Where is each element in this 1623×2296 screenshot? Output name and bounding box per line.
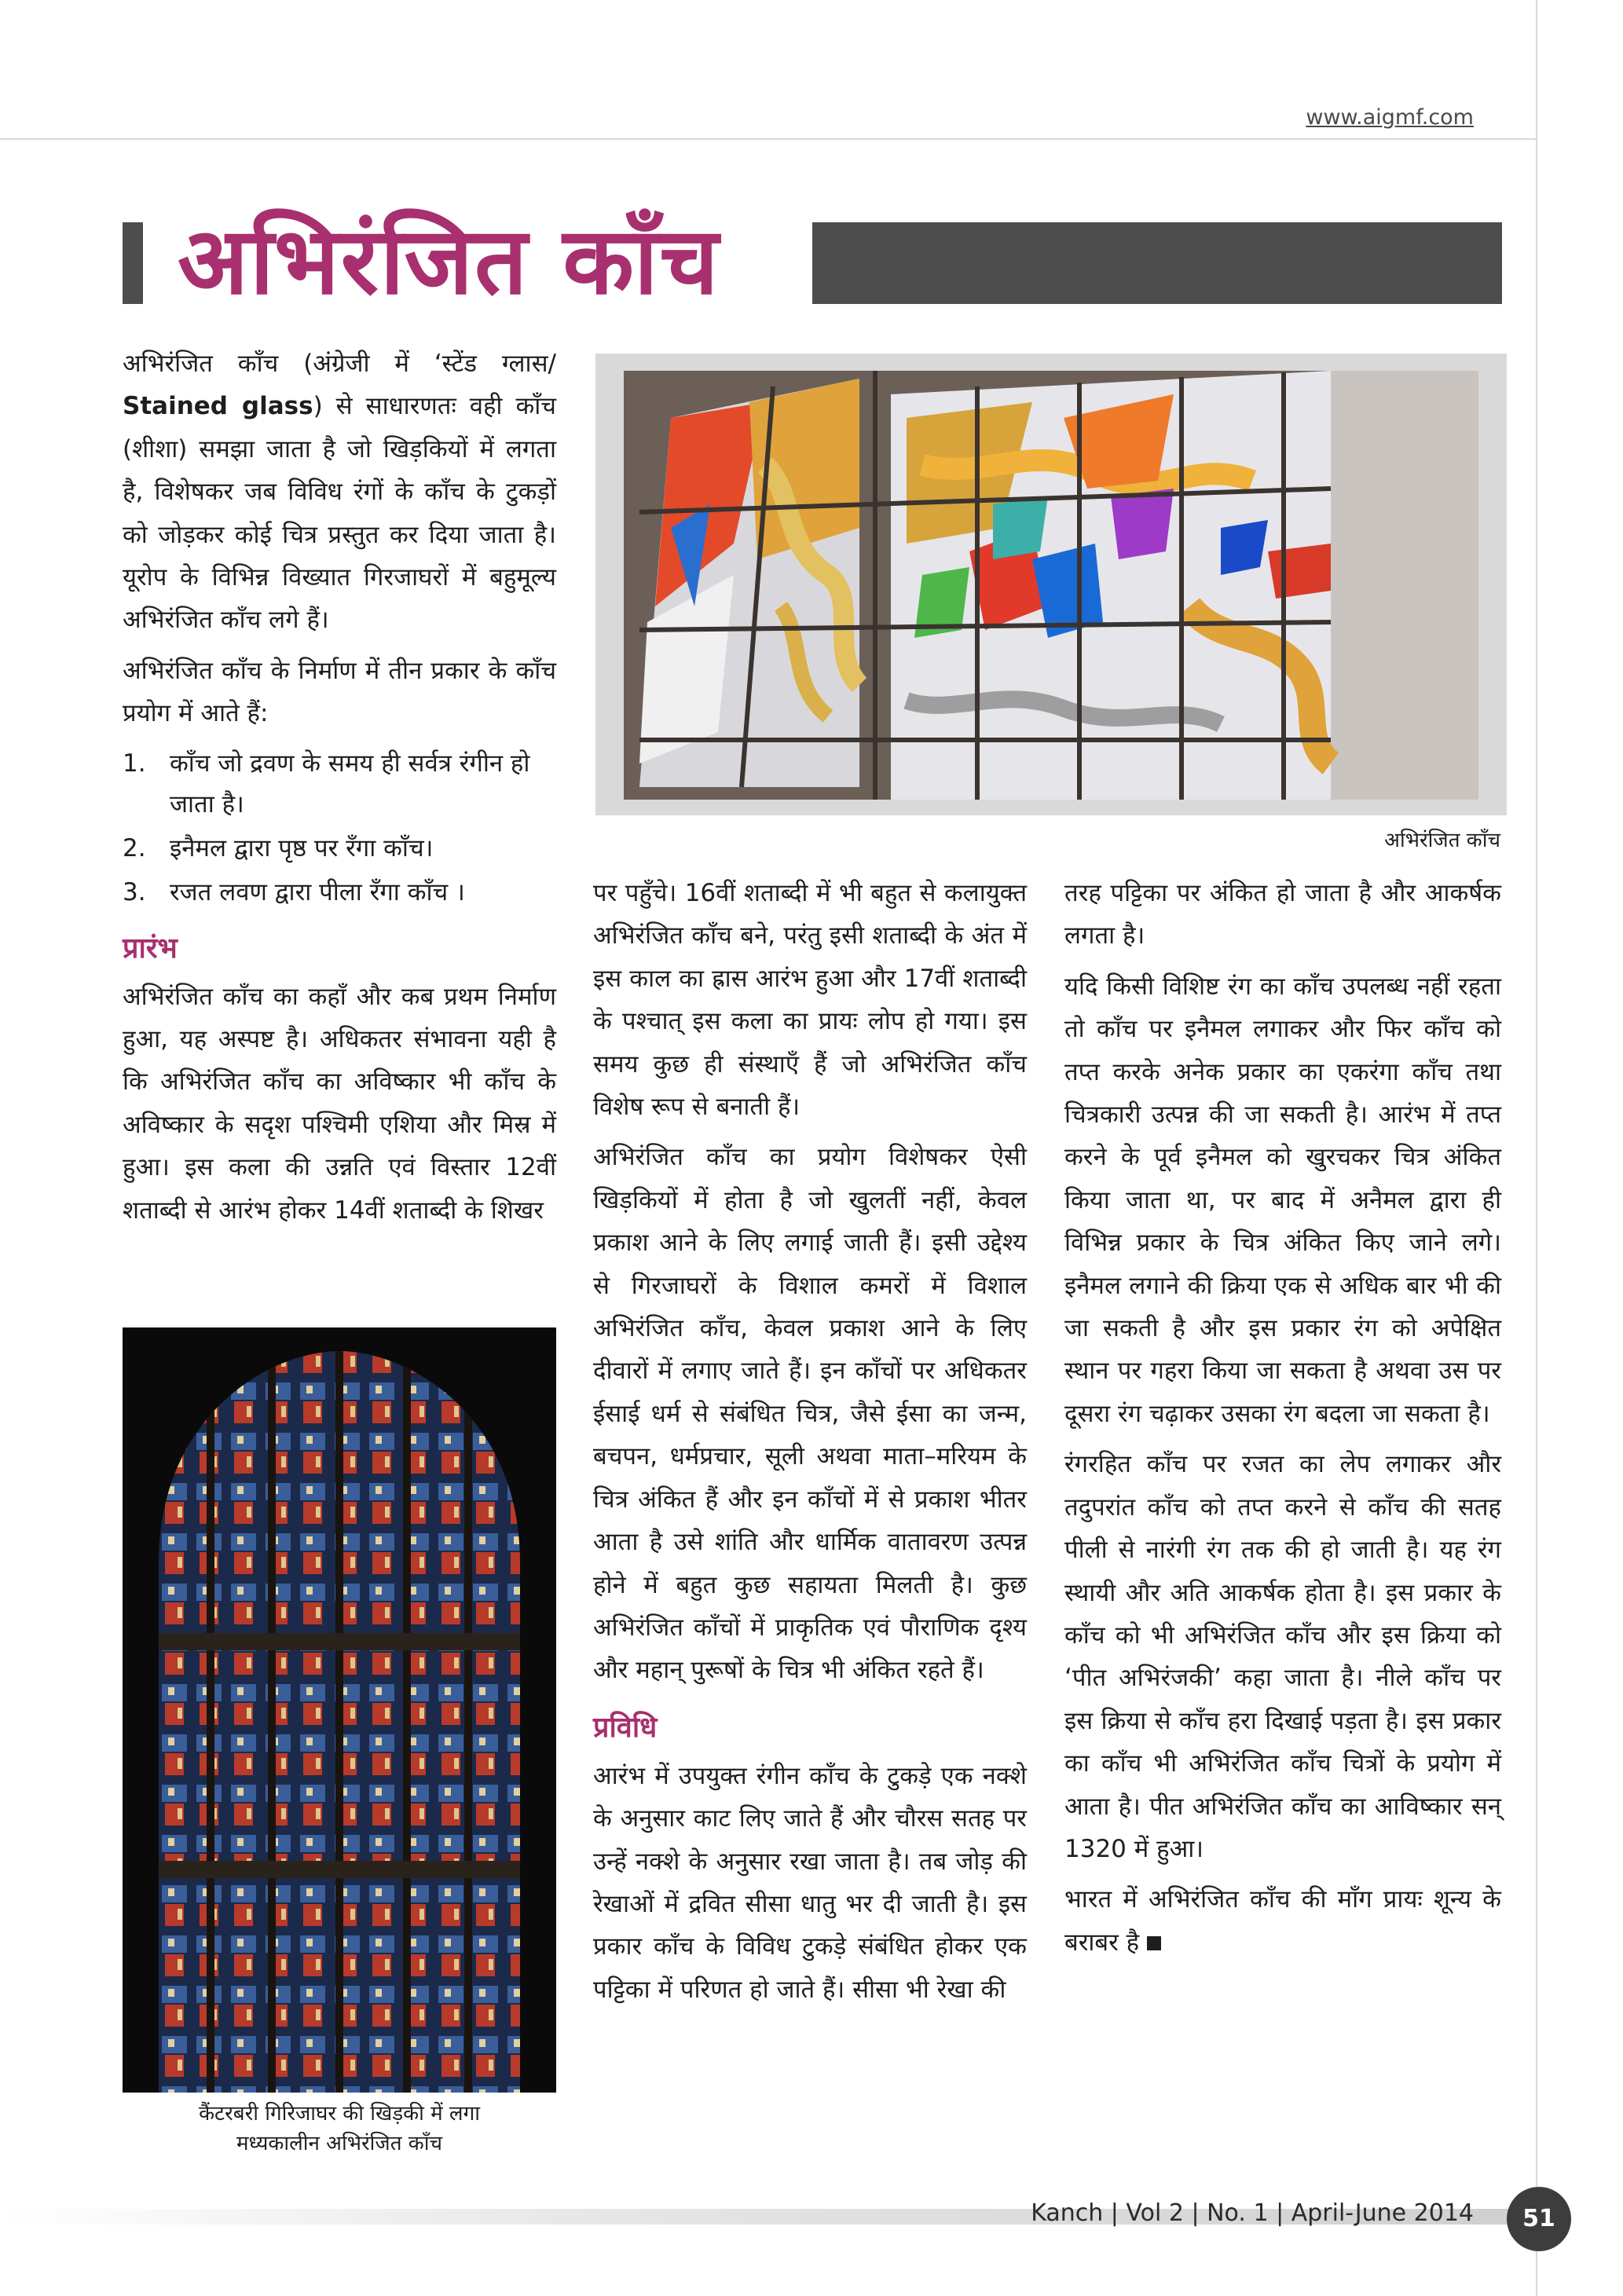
stained-glass-window-photo bbox=[624, 371, 1478, 800]
cathedral-window-illustration bbox=[123, 1327, 556, 2093]
india-paragraph bbox=[1064, 1878, 1501, 1964]
list-number: 3. bbox=[123, 877, 146, 906]
list-item bbox=[123, 872, 556, 913]
list-text: इनैमल द्वारा पृष्ठ पर रँगा काँच। bbox=[170, 833, 434, 862]
intro-text-a: अभिरंजित काँच (अंग्रेजी में ‘स्टेंड ग्लास/ bbox=[123, 350, 556, 378]
list-number: 1. bbox=[123, 749, 146, 778]
prarambh-paragraph-2: अभिरंजित काँच का प्रयोग विशेषकर ऐसी खिड़कियों में होता है जो खुलतीं नहीं, केवल प्रकाश आने के लिए लगाई जाती हैं। इसी उद्देश्य से गिरजाघरों के विशाल कमरों में विशाल अभिरंजित काँच, केवल प्रकाश आने के लिए दीवारों में लगाए जाते हैं। इन काँचों पर अधिकतर ईसाई धर्म से संबंधित चित्र, जैसे ईसा का जन्म, बचपन, धर्मप्रचार, सूली अथवा माता–मरियम के चित्र अंकित हैं और इन काँचों में से प्रकाश भीतर आता है उसे शांति और धार्मिक वातावरण उत्पन्न होने में बहुत कुछ सहायता मिलती है। कुछ अभिरंजित काँचों में प्राकृतिक एवं पौराणिक दृश्य और महान् पुरूषों के चित्र भी अंकित रहते हैं। bbox=[593, 1143, 1027, 1685]
column-2 bbox=[593, 872, 1027, 2019]
section-heading-prarambh: प्रारंभ bbox=[123, 932, 178, 965]
title-bar-right bbox=[812, 222, 1502, 304]
prarambh-paragraph: अभिरंजित काँच का कहाँ और कब प्रथम निर्माण हुआ, यह अस्पष्ट है। अधिकतर संभावना यही है कि अभिरंजित काँच का अविष्कार भी काँच के अविष्कार के सदृश पश्चिमी एशिया और मिस्र में हुआ। इस कला की उन्नति एवं विस्तार 12वीं शताब्दी से आरंभ होकर 14वीं शताब्दी के शिखर bbox=[123, 982, 556, 1225]
silver-stain-paragraph: रंगरहित काँच पर रजत का लेप लगाकर और तदुपरांत काँच को तप्त करने से काँच की सतह पीली से नारंगी रंग तक की हो जाती है। यह रंग स्थायी और अति आकर्षक होता है। इस प्रकार के काँच को भी अभिरंजित काँच और इस क्रिया को ‘पीत अभिरंजकी’ कहा जाता है। नीले काँच पर इस क्रिया से काँच हरा दिखाई पड़ता है। इस प्रकार का काँच भी अभिरंजित काँच चित्रों के प्रयोग में आता है। पीत अभिरंजित काँच का आविष्कार सन् 1320 में हुआ। bbox=[1064, 1450, 1501, 1863]
column-1 bbox=[123, 342, 556, 1240]
glass-types-list bbox=[123, 743, 556, 913]
intro-text-b: ) से साधारणतः वही काँच (शीशा) समझा जाता है जो खिड़कियों में लगता है, विशेषकर जब विविध रंगों के काँच के टुकड़ों को जोड़कर कोई चित्र प्रस्तुत कर दिया जाता है। यूरोप के विभिन्न विख्यात गिरजाघरों में बहुमूल्य अभिरंजित काँच लगे हैं। bbox=[123, 392, 556, 635]
list-text: काँच जो द्रवण के समय ही सर्वत्र रंगीन हो जाता है। bbox=[170, 749, 530, 818]
list-text: रजत लवण द्वारा पीला रँगा काँच । bbox=[170, 877, 465, 906]
issue-info: Kanch | Vol 2 | No. 1 | April-June 2014 bbox=[1031, 2199, 1474, 2227]
enamel-paragraph: यदि किसी विशिष्ट रंग का काँच उपलब्ध नहीं रहता तो काँच पर इनैमल लगाकर और फिर काँच को तप्त करके अनेक प्रकार का एकरंगा काँच तथा चित्रकारी उत्पन्न की जा सकती है। आरंभ में तप्त करने के पूर्व इनैमल को खुरचकर चित्र अंकित किया जाता था, पर बाद में अनैमल द्वारा ही विभिन्न प्रकार के चित्र अंकित किए जाने लगे। इनैमल लगाने की क्रिया एक से अधिक बार भी की जा सकती है और इस प्रकार रंग को अपेक्षित स्थान पर गहरा किया जा सकता है अथवा उस पर दूसरा रंग चढ़ाकर उसका रंग बदला जा सकता है। bbox=[1064, 972, 1501, 1428]
intro-paragraph bbox=[123, 342, 556, 642]
website-link[interactable]: www.aigmf.com bbox=[1306, 105, 1474, 130]
list-number: 2. bbox=[123, 833, 146, 862]
list-item bbox=[123, 828, 556, 869]
pravidhi-continued: तरह पट्टिका पर अंकित हो जाता है और आकर्षक लगता है। bbox=[1064, 879, 1501, 950]
stained-glass-illustration bbox=[624, 371, 1478, 800]
title-bar-left bbox=[123, 222, 143, 304]
intro-english-term: Stained glass bbox=[123, 392, 313, 421]
prarambh-continued: पर पहुँचे। 16वीं शताब्दी में भी बहुत से कलायुक्त अभिरंजित काँच बने, परंतु इसी शताब्दी के अंत में इस काल का ह्रास आरंभ हुआ और 17वीं शताब्दी के पश्चात् इस कला का प्रायः लोप हो गया। इस समय कुछ ही संस्थाएँ हैं जो अभिरंजित काँच विशेष रूप से बनाती हैं। bbox=[593, 879, 1027, 1122]
cathedral-window-photo bbox=[123, 1327, 556, 2093]
end-mark-icon bbox=[1147, 1936, 1161, 1950]
pravidhi-paragraph: आरंभ में उपयुक्त रंगीन काँच के टुकड़े एक नक्शे के अनुसार काट लिए जाते हैं और चौरस सतह पर उन्हें नक्शे के अनुसार रखा जाता है। तब जोड़ की रेखाओं में द्रवित सीसा धातु भर दी जाती है। इस प्रकार काँच के विविध टुकड़े संबंधित होकर एक पट्टिका में परिणत हो जाते हैं। सीसा भी रेखा की bbox=[593, 1761, 1027, 2004]
caption-line-2: मध्यकालीन अभिरंजित काँच bbox=[236, 2132, 442, 2155]
cathedral-photo-caption bbox=[123, 2099, 556, 2159]
header-rule bbox=[0, 138, 1536, 140]
section-heading-pravidhi: प्रविधि bbox=[593, 1711, 658, 1744]
top-photo-caption: अभिरंजित काँच bbox=[1384, 829, 1500, 852]
caption-line-1: कैंटरबरी गिरिजाघर की खिड़की में लगा bbox=[199, 2102, 480, 2126]
article-title: अभिरंजित काँच bbox=[178, 206, 720, 315]
column-3 bbox=[1064, 872, 1501, 1972]
types-intro: अभिरंजित काँच के निर्माण में तीन प्रकार के काँच प्रयोग में आते हैं: bbox=[123, 656, 556, 728]
margin-rule bbox=[1536, 0, 1537, 2296]
list-item bbox=[123, 743, 556, 825]
india-text: भारत में अभिरंजित काँच की माँग प्रायः शून्य के बराबर है bbox=[1064, 1885, 1501, 1957]
page-number-badge: 51 bbox=[1507, 2187, 1571, 2251]
